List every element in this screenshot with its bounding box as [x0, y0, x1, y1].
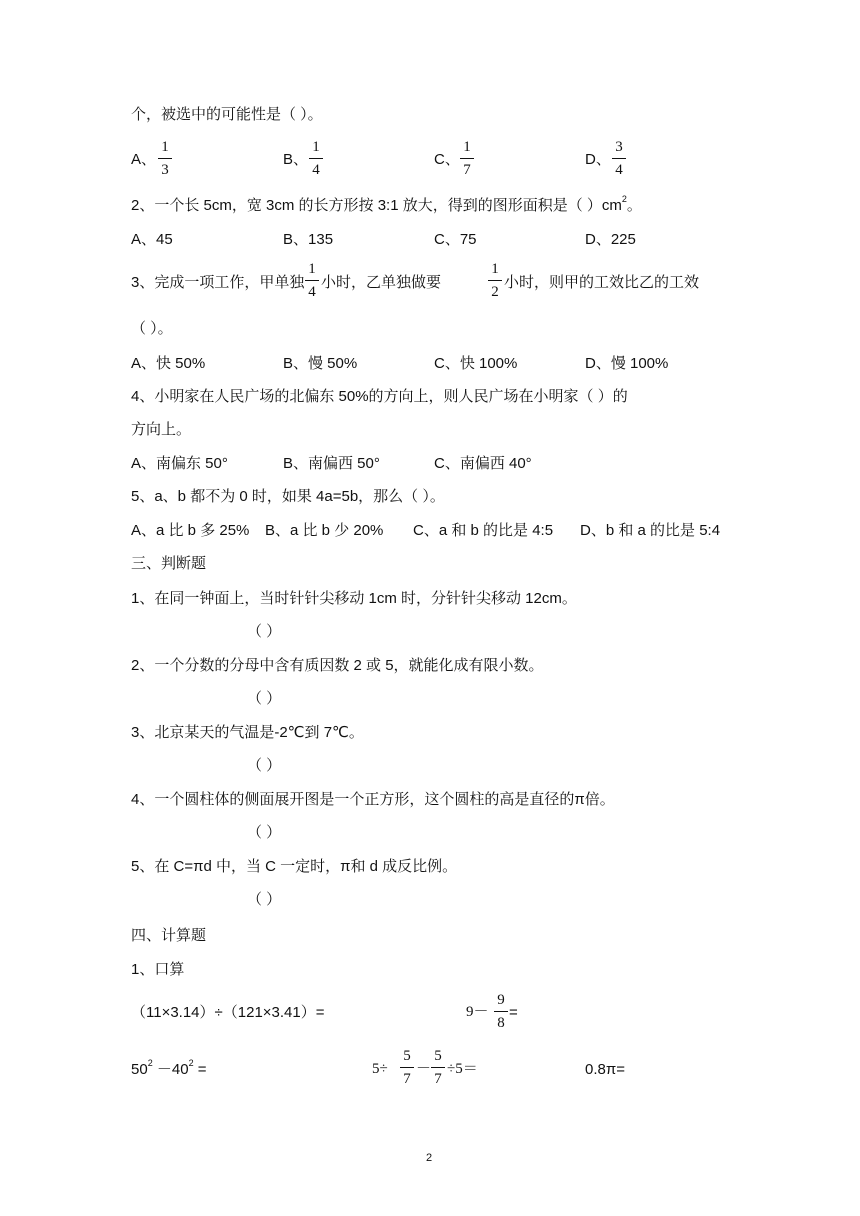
q1-option-c-fraction: 1 7	[460, 140, 474, 178]
q1-option-b-fraction: 1 4	[309, 140, 323, 178]
q4-option-b: B、南偏西 50°	[283, 455, 380, 472]
calc-e2-lead: 9－	[466, 1004, 489, 1020]
q1-option-b-label: B、	[283, 151, 309, 168]
q5-option-a: A、a 比 b 多 25%	[131, 522, 250, 539]
q4-option-a: A、南偏东 50°	[131, 455, 228, 472]
q3-option-d: D、慢 100%	[585, 355, 669, 372]
q3-part-3: 小时，则甲的工效比乙的工效	[504, 274, 700, 291]
q3-part-2: 小时，乙单独做要	[321, 274, 442, 291]
calc-expression-1: （11×3.14）÷（121×3.41）=	[131, 1004, 325, 1021]
q3-option-b: B、慢 50%	[283, 355, 358, 372]
judge-item-4: 4、一个圆柱体的侧面展开图是一个正方形，这个圆柱的高是直径的π倍。	[131, 791, 615, 808]
calc-e4-fraction-2: 5 7	[431, 1049, 445, 1087]
calc-expression-5: 0.8π=	[585, 1061, 625, 1078]
judge-item-2: 2、一个分数的分母中含有质因数 2 或 5，就能化成有限小数。	[131, 657, 544, 674]
q3-option-a: A、快 50%	[131, 355, 206, 372]
calc-e2-tail: =	[509, 1004, 518, 1021]
judge-item-3: 3、北京某天的气温是-2℃到 7℃。	[131, 724, 364, 741]
calc-e4-minus: －	[416, 1061, 432, 1077]
q2-option-b: B、135	[283, 231, 334, 248]
question-4-line-1: 4、小明家在人民广场的北偏东 50%的方向上，则人民广场在小明家（ ）的	[131, 388, 628, 405]
q3-fraction-1: 1 4	[305, 262, 319, 300]
q2-option-c: C、75	[434, 231, 477, 248]
q5-option-b: B、a 比 b 少 20%	[265, 522, 384, 539]
page-number: 2	[426, 1152, 433, 1164]
q5-option-d: D、b 和 a 的比是 5:4	[580, 522, 721, 539]
judge-item-5: 5、在 C=πd 中，当 C 一定时，π和 d 成反比例。	[131, 858, 458, 875]
q3-part-1: 3、完成一项工作，甲单独	[131, 274, 305, 291]
question-2: 2、一个长 5cm，宽 3cm 的长方形按 3:1 放大，得到的图形面积是（ ）$cm^2$。	[131, 194, 642, 214]
q4-option-c: C、南偏西 40°	[434, 455, 532, 472]
calc-e2-fraction: 9 8	[494, 993, 508, 1031]
question-4-line-2: 方向上。	[131, 421, 192, 438]
calc-subtitle: 1、口算	[131, 961, 185, 978]
judge-answer-4[interactable]: （ ）	[247, 824, 282, 841]
section-3-title: 三、判断题	[131, 555, 207, 572]
q3-option-c: C、快 100%	[434, 355, 518, 372]
judge-answer-5[interactable]: （ ）	[247, 891, 282, 908]
calc-e4-fraction-1: 5 7	[400, 1049, 414, 1087]
q3-fraction-2: 1 2	[488, 262, 502, 300]
calc-e4-lead: 5÷	[372, 1061, 388, 1077]
q2-option-d: D、225	[585, 231, 636, 248]
q1-option-a-fraction: 1 3	[158, 140, 172, 178]
intro-line: 个，被选中的可能性是（ ）。	[131, 106, 323, 123]
q5-option-c: C、a 和 b 的比是 4:5	[413, 522, 554, 539]
q1-option-d-fraction: 3 4	[612, 140, 626, 178]
q3-line-2: （ ）。	[131, 320, 173, 337]
judge-answer-3[interactable]: （ ）	[247, 757, 282, 774]
judge-answer-2[interactable]: （ ）	[247, 690, 282, 707]
q1-option-c-label: C、	[434, 151, 460, 168]
calc-e4-tail: ÷5＝	[447, 1061, 478, 1077]
judge-item-1: 1、在同一钟面上，当时针针尖移动 1cm 时，分针针尖移动 12cm。	[131, 590, 577, 607]
judge-answer-1[interactable]: （ ）	[247, 623, 282, 640]
question-5: 5、a、b 都不为 0 时，如果 4a=5b，那么（ ）。	[131, 488, 445, 505]
q1-option-a-label: A、	[131, 151, 157, 168]
calc-expression-3: $50^2 -40^2$ =	[131, 1058, 207, 1078]
section-4-title: 四、计算题	[131, 927, 207, 944]
q1-option-d-label: D、	[585, 151, 611, 168]
q2-option-a: A、45	[131, 231, 173, 248]
